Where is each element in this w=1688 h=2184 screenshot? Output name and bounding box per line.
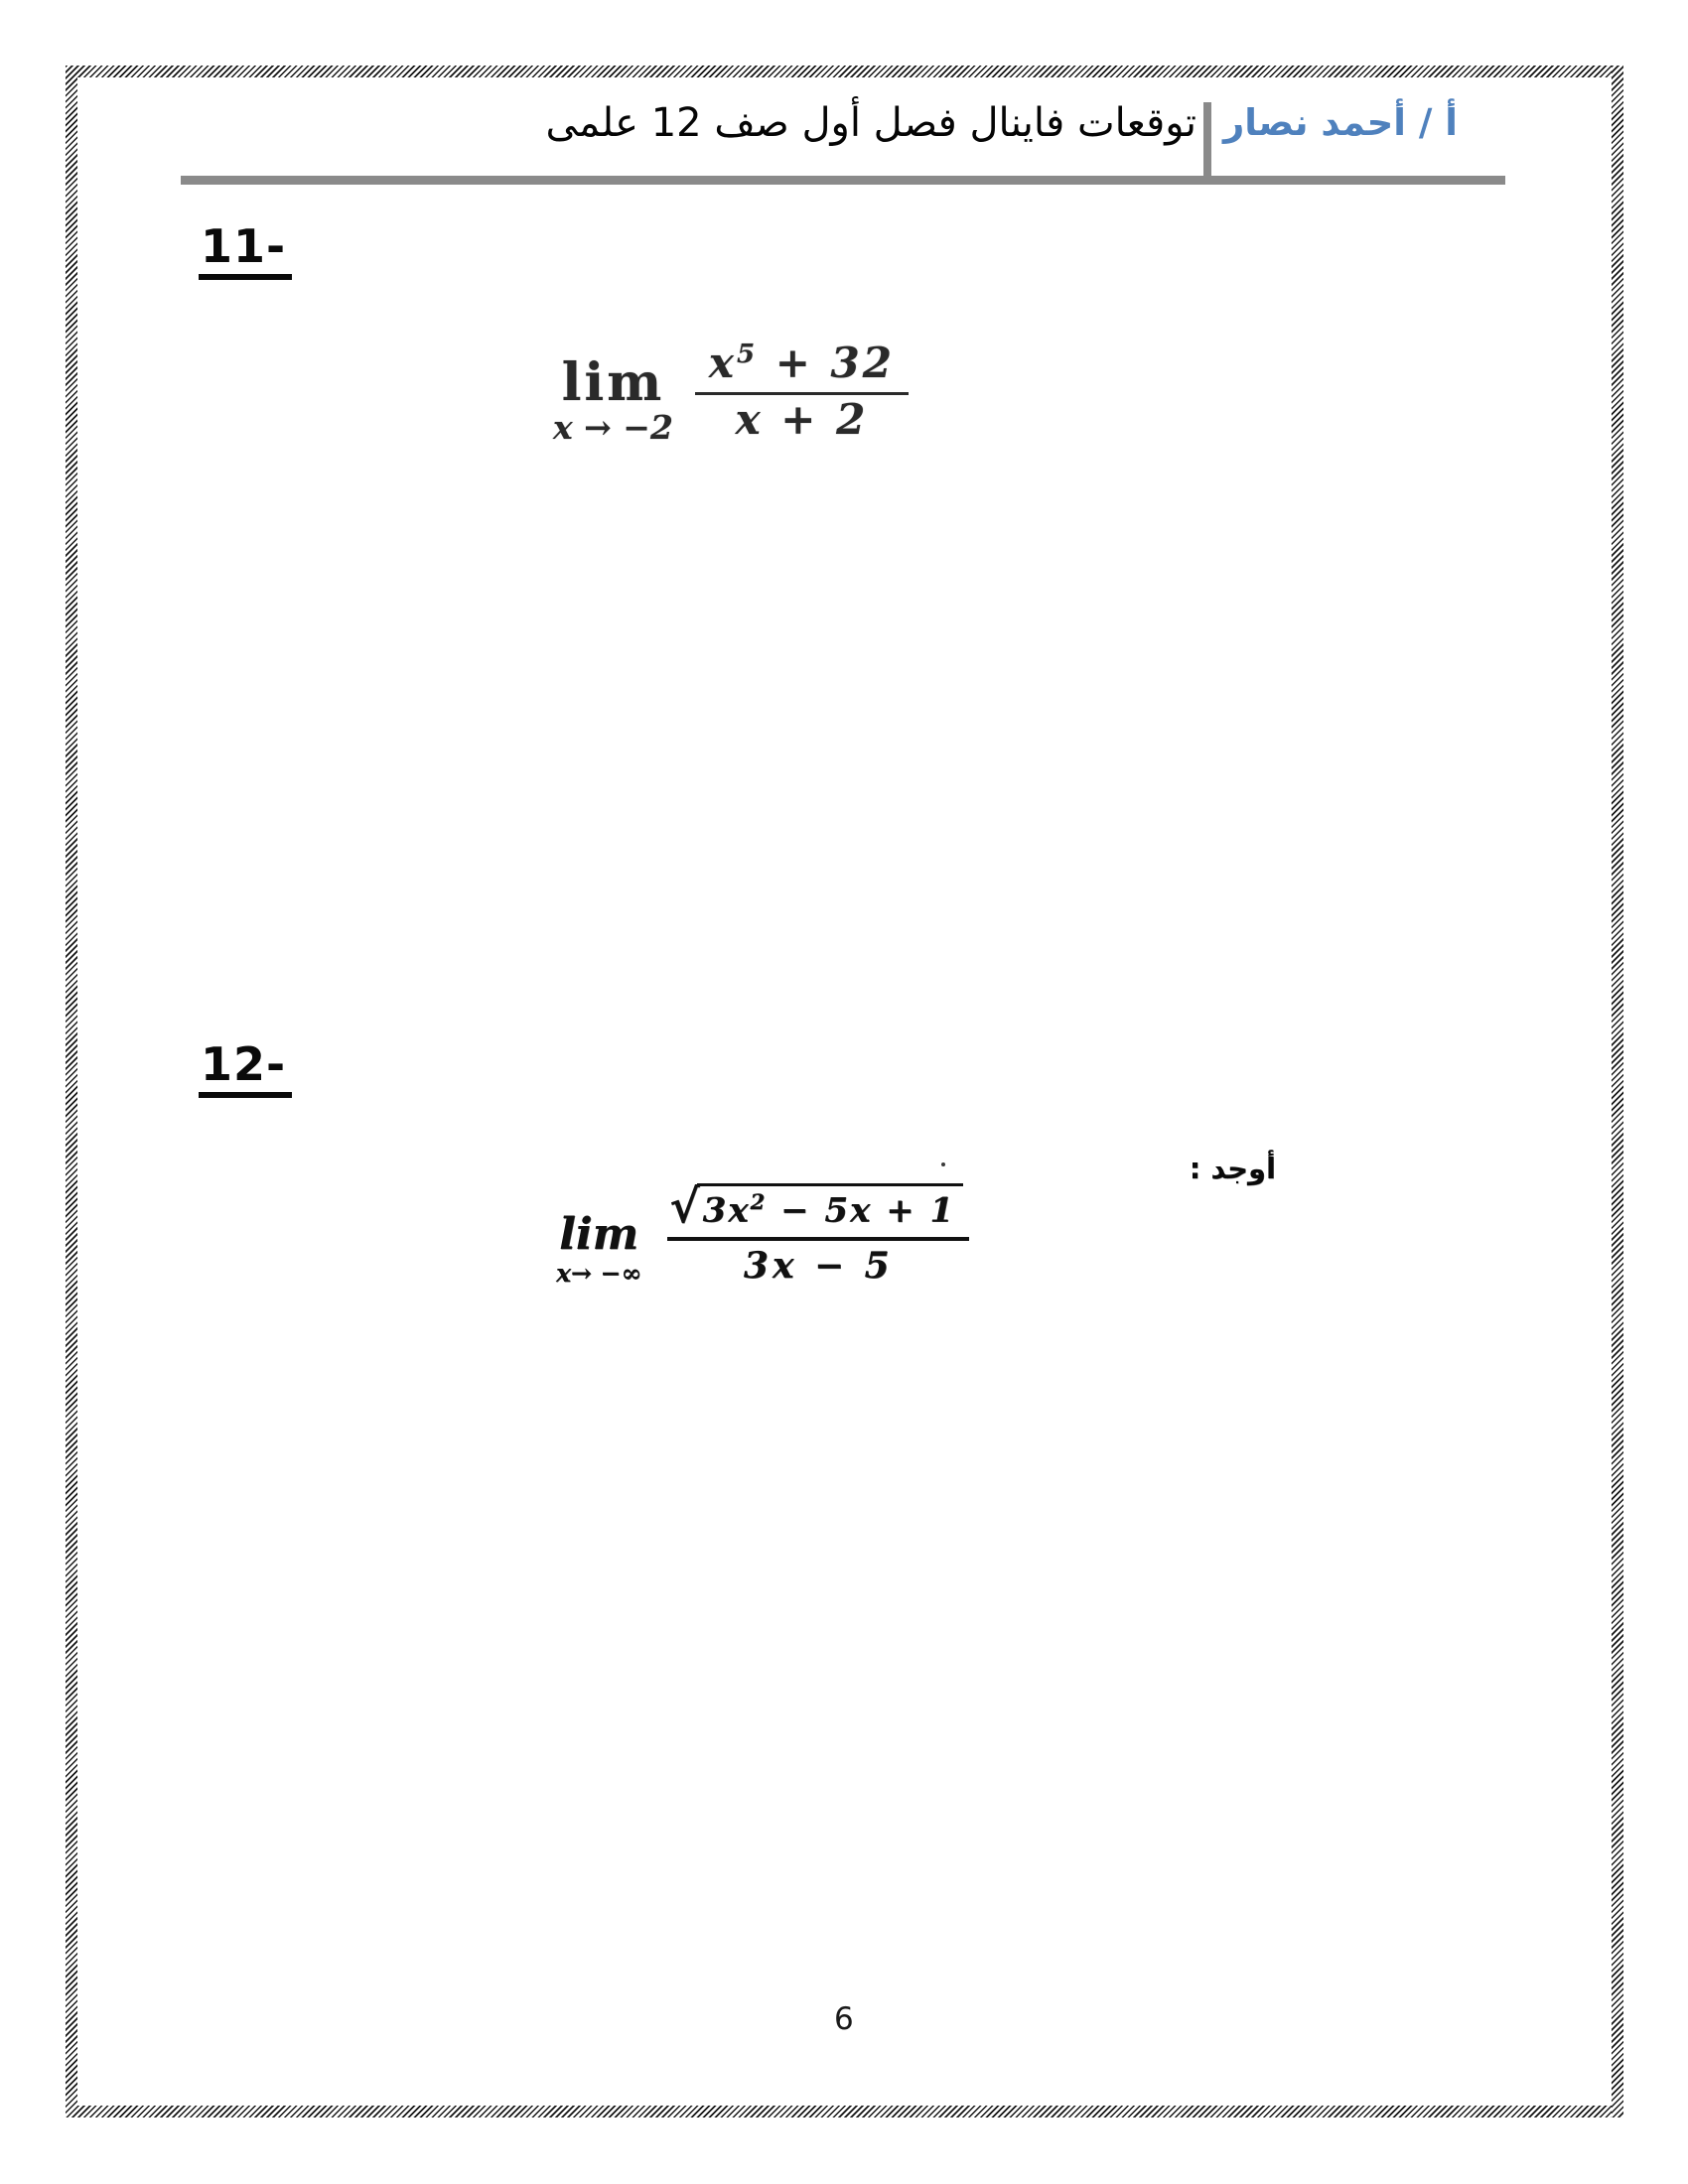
header-title: توقعات فاينال فصل أول صف 12 علمى xyxy=(545,100,1196,146)
limit-word: lim xyxy=(561,352,665,413)
fraction-numerator xyxy=(695,338,909,395)
header-teacher-name: أ / أحمد نصار xyxy=(1223,101,1458,144)
fraction-denominator: 3x − 5 xyxy=(743,1245,894,1288)
problem-12-limit-expression xyxy=(556,1179,969,1289)
border-left-edge xyxy=(66,66,77,2117)
limit-operator-block xyxy=(553,352,673,447)
numerator-exponent: 5 xyxy=(736,339,759,369)
limit-word: lim xyxy=(559,1209,639,1261)
header-divider-bar xyxy=(1203,102,1211,179)
limit-approach: x→ −∞ xyxy=(556,1259,642,1289)
fraction-denominator: x + 2 xyxy=(735,395,869,444)
problem-12-label: 12- xyxy=(199,1038,292,1098)
scan-speck xyxy=(941,1162,945,1166)
radicand-lead: 3x xyxy=(702,1190,751,1231)
radical-sign-icon: √ xyxy=(669,1179,700,1233)
fraction-numerator xyxy=(667,1179,969,1241)
problem-11-limit-expression xyxy=(553,338,909,447)
find-prompt: أوجد : xyxy=(1189,1152,1276,1185)
numerator-rest: + 32 xyxy=(758,338,895,387)
fraction xyxy=(695,338,909,444)
border-top-edge xyxy=(66,66,1623,77)
border-right-edge xyxy=(1612,66,1623,2117)
header-underline-rule xyxy=(181,176,1505,185)
problem-11-label: 11- xyxy=(199,220,292,280)
radicand xyxy=(697,1183,964,1231)
page-number: 6 xyxy=(834,2001,854,2037)
border-bottom-edge xyxy=(66,2106,1623,2117)
limit-operator-block xyxy=(556,1209,642,1289)
radicand-exponent: 2 xyxy=(750,1189,768,1214)
fraction xyxy=(667,1179,969,1288)
radicand-rest: − 5x + 1 xyxy=(767,1190,956,1231)
numerator-base: x xyxy=(708,338,737,387)
limit-approach: x → −2 xyxy=(553,408,673,447)
